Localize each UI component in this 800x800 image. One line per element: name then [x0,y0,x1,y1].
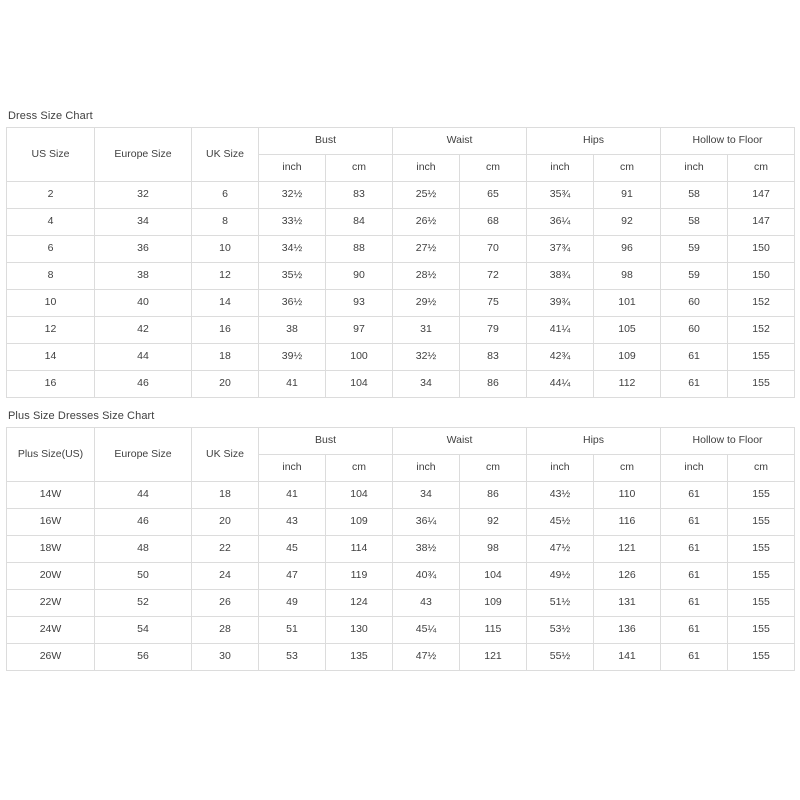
table-row [7,236,795,263]
cell-us-size: 10 [7,290,95,317]
cell-us-size: 4 [7,209,95,236]
cell-bust-inch: 36½ [259,290,326,317]
cell-hips-cm: 105 [594,317,661,344]
cell-waist-inch: 34 [393,371,460,398]
cell-bust-cm: 97 [326,317,393,344]
cell-hollow-cm: 155 [728,482,795,509]
cell-waist-cm: 121 [460,644,527,671]
cell-hollow-inch: 61 [661,536,728,563]
unit-hollow-inch: inch [661,155,728,182]
cell-uk-size: 18 [192,344,259,371]
cell-waist-cm: 65 [460,182,527,209]
header-hips: Hips [527,428,661,455]
cell-hollow-inch: 60 [661,290,728,317]
cell-hips-inch: 42¾ [527,344,594,371]
cell-hollow-cm: 155 [728,563,795,590]
table-row [7,644,795,671]
cell-waist-cm: 104 [460,563,527,590]
cell-hollow-cm: 155 [728,371,795,398]
cell-hollow-inch: 59 [661,263,728,290]
unit-bust-cm: cm [326,455,393,482]
cell-uk-size: 20 [192,371,259,398]
cell-bust-cm: 130 [326,617,393,644]
cell-us-size: 8 [7,263,95,290]
table-row [7,317,795,344]
cell-hips-inch: 35¾ [527,182,594,209]
cell-hips-inch: 44¼ [527,371,594,398]
cell-uk-size: 22 [192,536,259,563]
cell-us-size: 16 [7,371,95,398]
cell-hips-cm: 98 [594,263,661,290]
table-header-row [7,128,795,155]
cell-europe-size: 44 [95,344,192,371]
cell-hollow-inch: 61 [661,563,728,590]
unit-waist-inch: inch [393,155,460,182]
cell-bust-inch: 53 [259,644,326,671]
table-row [7,509,795,536]
unit-hollow-cm: cm [728,155,795,182]
cell-uk-size: 6 [192,182,259,209]
cell-uk-size: 30 [192,644,259,671]
cell-hips-cm: 131 [594,590,661,617]
cell-bust-cm: 124 [326,590,393,617]
cell-hollow-inch: 61 [661,617,728,644]
cell-waist-cm: 68 [460,209,527,236]
cell-hollow-cm: 155 [728,644,795,671]
header-bust: Bust [259,128,393,155]
table-row [7,209,795,236]
cell-bust-cm: 104 [326,371,393,398]
cell-europe-size: 44 [95,482,192,509]
cell-waist-cm: 86 [460,482,527,509]
cell-hollow-cm: 155 [728,590,795,617]
cell-hollow-inch: 61 [661,644,728,671]
table-row [7,563,795,590]
cell-hips-inch: 41¼ [527,317,594,344]
cell-hips-inch: 55½ [527,644,594,671]
cell-bust-inch: 51 [259,617,326,644]
cell-uk-size: 8 [192,209,259,236]
unit-hips-inch: inch [527,155,594,182]
cell-hollow-cm: 152 [728,290,795,317]
cell-us-size: 14 [7,344,95,371]
plus-size-chart-block [6,410,794,671]
unit-waist-cm: cm [460,155,527,182]
cell-bust-inch: 47 [259,563,326,590]
cell-hips-cm: 96 [594,236,661,263]
cell-waist-inch: 32½ [393,344,460,371]
cell-europe-size: 56 [95,644,192,671]
cell-hollow-inch: 58 [661,182,728,209]
cell-bust-cm: 83 [326,182,393,209]
cell-bust-cm: 93 [326,290,393,317]
cell-waist-cm: 72 [460,263,527,290]
cell-hips-inch: 38¾ [527,263,594,290]
cell-hollow-cm: 155 [728,536,795,563]
cell-waist-inch: 34 [393,482,460,509]
cell-hips-inch: 43½ [527,482,594,509]
cell-hips-cm: 136 [594,617,661,644]
cell-waist-inch: 26½ [393,209,460,236]
cell-waist-cm: 115 [460,617,527,644]
cell-hips-cm: 141 [594,644,661,671]
cell-hips-cm: 121 [594,536,661,563]
cell-hips-cm: 91 [594,182,661,209]
header-hollow-to-floor: Hollow to Floor [661,128,795,155]
cell-europe-size: 32 [95,182,192,209]
cell-hips-inch: 45½ [527,509,594,536]
cell-hips-inch: 36¼ [527,209,594,236]
cell-hollow-inch: 61 [661,590,728,617]
unit-hollow-inch: inch [661,455,728,482]
header-waist: Waist [393,128,527,155]
cell-uk-size: 26 [192,590,259,617]
cell-waist-inch: 45¼ [393,617,460,644]
header-hips: Hips [527,128,661,155]
cell-hips-inch: 39¾ [527,290,594,317]
cell-us-size: 6 [7,236,95,263]
cell-hollow-inch: 61 [661,482,728,509]
cell-hollow-cm: 147 [728,182,795,209]
unit-waist-cm: cm [460,455,527,482]
unit-bust-inch: inch [259,455,326,482]
unit-hips-inch: inch [527,455,594,482]
cell-waist-inch: 38½ [393,536,460,563]
cell-waist-cm: 83 [460,344,527,371]
cell-waist-cm: 75 [460,290,527,317]
cell-bust-inch: 35½ [259,263,326,290]
table-row [7,617,795,644]
cell-hips-cm: 109 [594,344,661,371]
unit-hips-cm: cm [594,455,661,482]
cell-bust-cm: 109 [326,509,393,536]
cell-bust-inch: 41 [259,371,326,398]
cell-europe-size: 54 [95,617,192,644]
dress-size-chart-table [6,127,795,398]
header-plus-size-us: Plus Size(US) [7,428,95,482]
cell-hollow-inch: 61 [661,344,728,371]
cell-hips-cm: 116 [594,509,661,536]
cell-hips-inch: 51½ [527,590,594,617]
cell-waist-inch: 47½ [393,644,460,671]
cell-hollow-cm: 155 [728,344,795,371]
cell-hollow-inch: 61 [661,371,728,398]
cell-bust-inch: 38 [259,317,326,344]
table-row [7,482,795,509]
cell-waist-inch: 31 [393,317,460,344]
cell-bust-inch: 49 [259,590,326,617]
cell-bust-cm: 100 [326,344,393,371]
header-bust: Bust [259,428,393,455]
cell-plus-size-us: 20W [7,563,95,590]
header-waist: Waist [393,428,527,455]
table-row [7,590,795,617]
cell-waist-inch: 25½ [393,182,460,209]
cell-waist-cm: 98 [460,536,527,563]
cell-plus-size-us: 16W [7,509,95,536]
unit-waist-inch: inch [393,455,460,482]
cell-bust-inch: 33½ [259,209,326,236]
cell-uk-size: 12 [192,263,259,290]
cell-us-size: 12 [7,317,95,344]
cell-europe-size: 50 [95,563,192,590]
cell-waist-cm: 70 [460,236,527,263]
cell-plus-size-us: 18W [7,536,95,563]
cell-bust-inch: 39½ [259,344,326,371]
table-row [7,290,795,317]
header-hollow-to-floor: Hollow to Floor [661,428,795,455]
cell-hollow-inch: 59 [661,236,728,263]
cell-hollow-inch: 61 [661,509,728,536]
cell-europe-size: 38 [95,263,192,290]
cell-uk-size: 28 [192,617,259,644]
cell-bust-cm: 88 [326,236,393,263]
cell-europe-size: 46 [95,509,192,536]
unit-hips-cm: cm [594,155,661,182]
cell-hips-cm: 110 [594,482,661,509]
header-us-size: US Size [7,128,95,182]
cell-europe-size: 48 [95,536,192,563]
cell-uk-size: 14 [192,290,259,317]
header-uk-size: UK Size [192,428,259,482]
cell-plus-size-us: 26W [7,644,95,671]
unit-bust-cm: cm [326,155,393,182]
cell-uk-size: 18 [192,482,259,509]
cell-hips-cm: 101 [594,290,661,317]
cell-europe-size: 46 [95,371,192,398]
dress-size-chart-title: Dress Size Chart [8,110,93,122]
table-row [7,371,795,398]
table-row [7,263,795,290]
cell-uk-size: 10 [192,236,259,263]
cell-waist-inch: 28½ [393,263,460,290]
header-europe-size: Europe Size [95,128,192,182]
cell-europe-size: 36 [95,236,192,263]
cell-hips-cm: 126 [594,563,661,590]
cell-uk-size: 24 [192,563,259,590]
cell-bust-inch: 43 [259,509,326,536]
cell-hollow-inch: 58 [661,209,728,236]
cell-waist-inch: 43 [393,590,460,617]
cell-hollow-cm: 150 [728,236,795,263]
cell-hips-inch: 49½ [527,563,594,590]
cell-waist-inch: 40¾ [393,563,460,590]
table-header-row [7,428,795,455]
cell-plus-size-us: 24W [7,617,95,644]
cell-hollow-cm: 150 [728,263,795,290]
unit-bust-inch: inch [259,155,326,182]
cell-hollow-cm: 147 [728,209,795,236]
cell-hollow-cm: 152 [728,317,795,344]
cell-bust-cm: 135 [326,644,393,671]
unit-hollow-cm: cm [728,455,795,482]
header-uk-size: UK Size [192,128,259,182]
cell-bust-inch: 32½ [259,182,326,209]
cell-waist-cm: 79 [460,317,527,344]
table-row [7,182,795,209]
cell-waist-inch: 29½ [393,290,460,317]
cell-europe-size: 42 [95,317,192,344]
cell-plus-size-us: 14W [7,482,95,509]
cell-hips-inch: 37¾ [527,236,594,263]
cell-waist-inch: 36¼ [393,509,460,536]
cell-waist-cm: 109 [460,590,527,617]
cell-bust-inch: 41 [259,482,326,509]
cell-uk-size: 20 [192,509,259,536]
cell-waist-cm: 86 [460,371,527,398]
dress-size-chart-block [6,110,794,398]
cell-hips-cm: 112 [594,371,661,398]
cell-bust-inch: 45 [259,536,326,563]
cell-us-size: 2 [7,182,95,209]
cell-europe-size: 40 [95,290,192,317]
cell-hollow-cm: 155 [728,617,795,644]
cell-bust-cm: 119 [326,563,393,590]
cell-hollow-cm: 155 [728,509,795,536]
cell-bust-cm: 114 [326,536,393,563]
table-row [7,536,795,563]
cell-hips-inch: 53½ [527,617,594,644]
cell-bust-cm: 84 [326,209,393,236]
cell-waist-cm: 92 [460,509,527,536]
cell-hips-inch: 47½ [527,536,594,563]
cell-hips-cm: 92 [594,209,661,236]
plus-size-chart-table [6,427,795,671]
cell-plus-size-us: 22W [7,590,95,617]
cell-uk-size: 16 [192,317,259,344]
cell-europe-size: 34 [95,209,192,236]
plus-size-chart-title: Plus Size Dresses Size Chart [8,410,155,422]
header-europe-size: Europe Size [95,428,192,482]
cell-bust-cm: 90 [326,263,393,290]
cell-bust-cm: 104 [326,482,393,509]
cell-europe-size: 52 [95,590,192,617]
cell-bust-inch: 34½ [259,236,326,263]
cell-waist-inch: 27½ [393,236,460,263]
cell-hollow-inch: 60 [661,317,728,344]
table-row [7,344,795,371]
